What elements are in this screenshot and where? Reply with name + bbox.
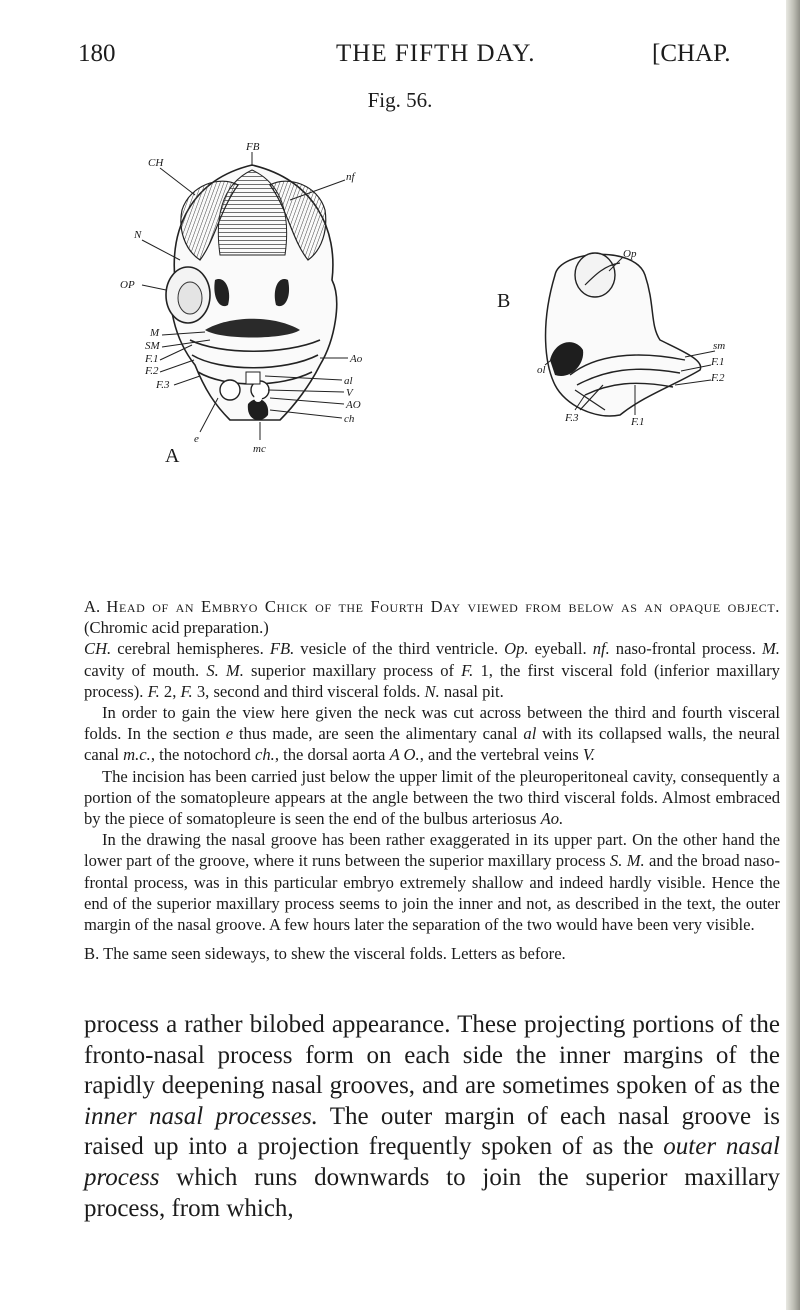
label-b-f1-lower: F.1 [631, 416, 645, 428]
label-ao-lower: AO [346, 399, 361, 411]
label-f3: F.3 [156, 379, 170, 391]
label-ch: CH [148, 157, 164, 169]
label-b-ol: ol [537, 364, 546, 376]
running-title: THE FIFTH DAY. [336, 40, 536, 67]
label-ch-lower: ch [344, 413, 355, 425]
label-al: al [344, 375, 353, 387]
running-head [78, 40, 778, 74]
caption-legend: CH. cerebral hemispheres. FB. vesicle of the third ventricle. Op. eyeball. nf. naso-frontal process. M. cavity of mouth. S. M. superior maxillary process of F. 1, the first visceral fold (inferior maxillary process). F. 2, F. 3, second and third visceral folds. N. nasal pit. [84, 639, 780, 701]
label-b-f3: F.3 [565, 412, 579, 424]
caption-paragraph-drawing: In the drawing the nasal groove has been rather exaggerated in its upper part. On the other hand the lower part of the groove, where it runs between the superior maxillary process S. M. and the broad naso-frontal process, was in this particular embryo extremely shallow and indeed hardly visible. Hence the end of the superior maxillary process seems to join the inner and not, as described in the text, the outer margin of the nasal groove. A few hours later the separation of the two would have been very visible. [84, 830, 780, 935]
figure-title: Fig. 56. [367, 88, 433, 112]
caption-paragraph-section: In order to gain the view here given the neck was cut across between the third and fourth visceral folds. In the section e thus made, are seen the alimentary canal al with its collapsed walls, the neural canal m.c., the notochord ch., the dorsal aorta A O., and the vertebral veins V. [84, 703, 781, 765]
figure-caption [84, 596, 780, 964]
figure-panel-a [120, 140, 385, 495]
chapter-marker: [CHAP. [652, 40, 731, 67]
label-b-op: Op [623, 248, 637, 260]
label-f2: F.2 [145, 365, 159, 377]
term-outer-nasal: outer nasal process [84, 1133, 780, 1191]
label-m: M [150, 327, 160, 339]
label-nf: nf [346, 171, 355, 183]
label-e: e [194, 433, 199, 445]
label-fb: FB [246, 141, 260, 153]
page-edge [786, 0, 800, 1310]
label-op: OP [120, 279, 135, 291]
body-paragraph: process a rather bilobed appearance. These projecting portions of the fronto-nasal process form on each side the inner margins of the rapidly deepening nasal grooves, and are sometimes spoken of as the inner nasal processes. The outer margin of each nasal groove is raised up into a projection frequently spoken of as the outer nasal process which runs downwards to join the superior maxillary process, from which, [84, 1011, 781, 1222]
label-b-f1: F.1 [711, 356, 725, 368]
page-number: 180 [78, 40, 116, 67]
term-inner-nasal: inner nasal processes. [84, 1102, 318, 1130]
figure-panel-b [485, 245, 730, 440]
panel-b-letter: B [497, 290, 511, 312]
panel-a-letter: A [165, 445, 180, 467]
label-n: N [134, 229, 142, 241]
label-f1: F.1 [145, 353, 159, 365]
caption-paragraph-b: B. The same seen sideways, to shew the visceral folds. Letters as before. [84, 944, 566, 964]
caption-heading: A. Head of an Embryo Chick of the Fourth Day viewed from below as an opaque object. (Chromic acid preparation.) [84, 597, 780, 638]
label-b-sm: sm [713, 340, 726, 352]
label-sm: SM [145, 340, 160, 352]
label-b-f2: F.2 [711, 372, 725, 384]
label-mc: mc [253, 443, 266, 455]
label-v: V [346, 387, 353, 399]
caption-paragraph-incision: The incision has been carried just below the upper limit of the pleuroperitoneal cavity, consequently a portion of the somatopleure appears at the angle between the two third visceral folds. Almost embraced by the piece of somatopleure is seen the end of the bulbus arteriosus Ao. [84, 766, 780, 829]
label-ao-upper: Ao [350, 353, 363, 365]
body-text [84, 1010, 780, 1224]
